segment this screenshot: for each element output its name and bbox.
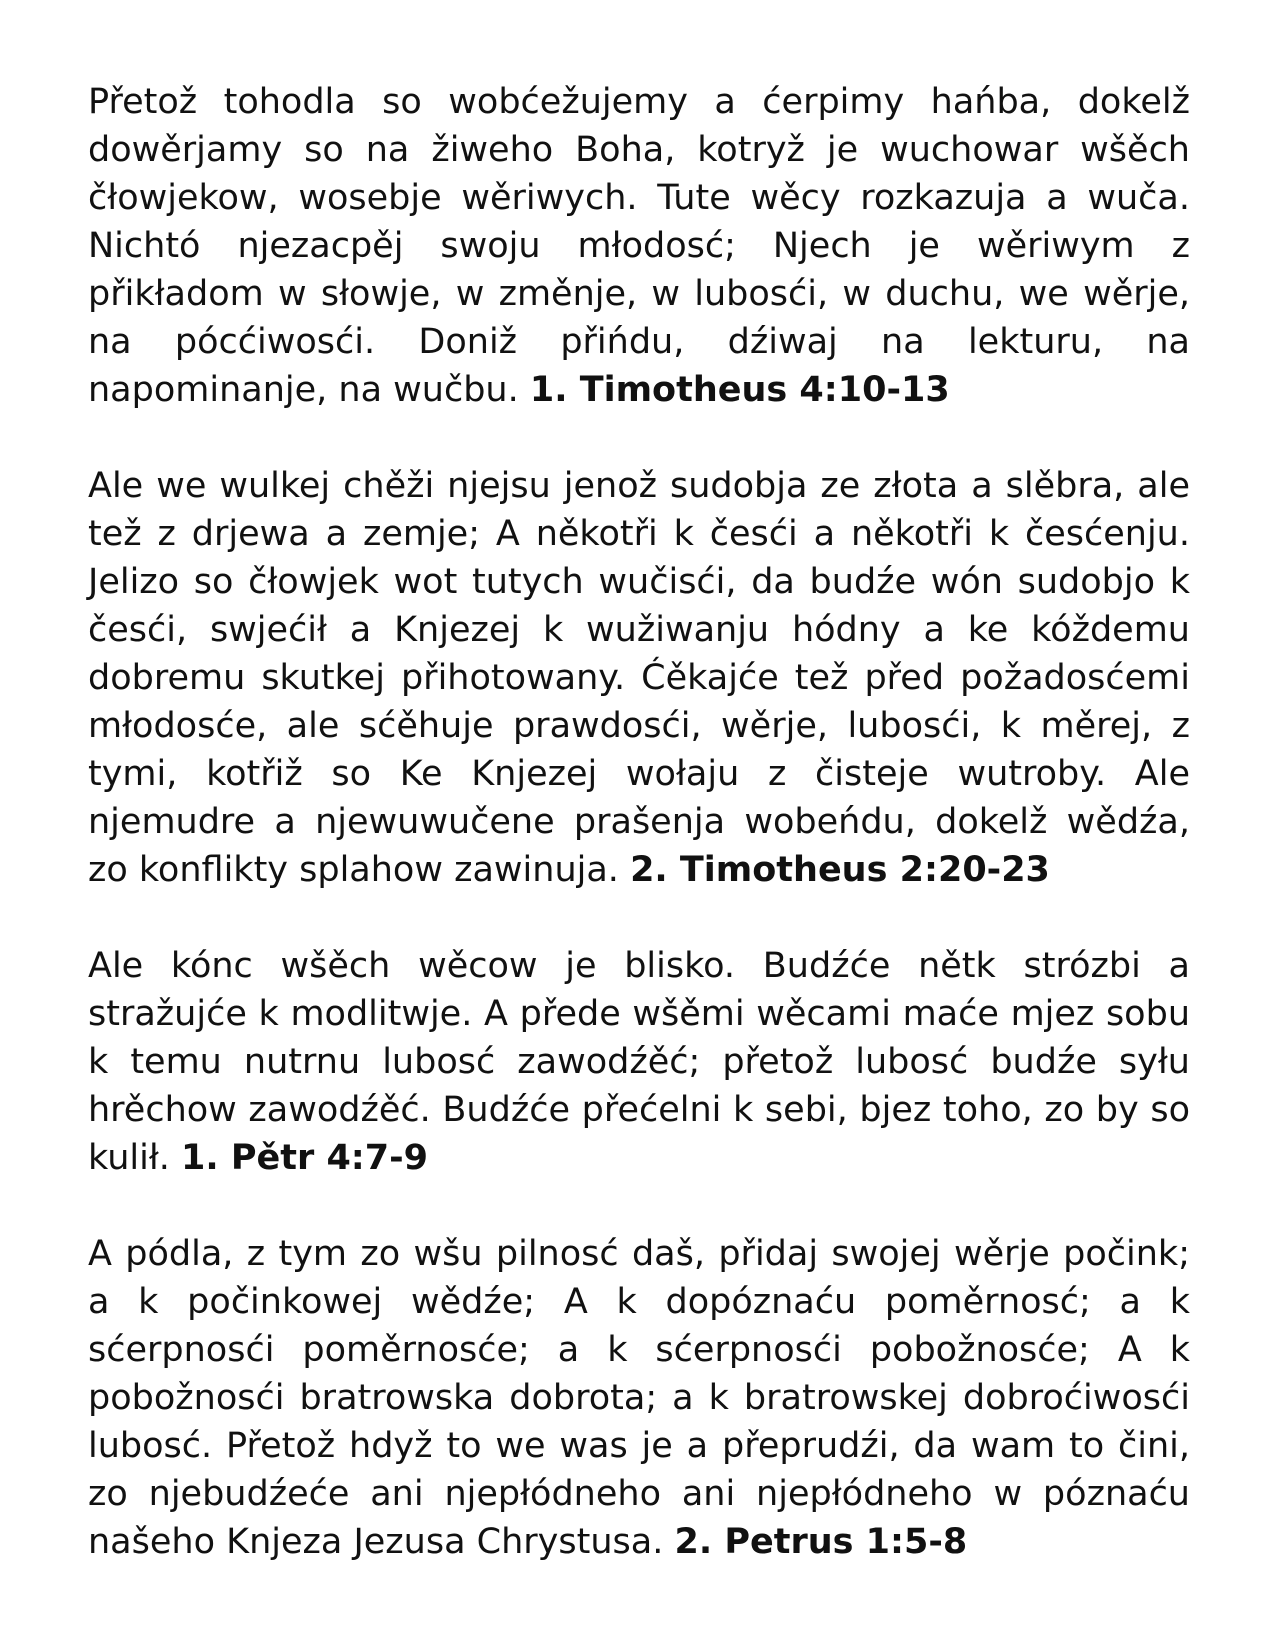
passage-3 — [88, 942, 1190, 1182]
passage-text: Ale kónc wšěch wěcow je blisko. Budźće nětk strózbi a stražujće k modlitwje. A přede wšěmi wěcami maće mjez sobu k temu nutrnu lubosć zawodźěć; přetož lubosć budźe syłu hrěchow zawodźěć. Budźće přećelni k sebi, bjez toho, zo by so kulił. — [88, 946, 1190, 1178]
passage-text: A pódla, z tym zo wšu pilnosć daš, přidaj swojej wěrje počink; a k počinkowej wědźe; A k dopóznaću poměrnosć; a k sćerpnosći poměrnosće; a k sćerpnosći pobožnosće; A k pobožnosći bratrowska dobrota; a k bratrowskej dobroćiwosći lubosć. Přetož hdyž to we was je a přeprudźi, da wam to čini, zo njebudźeće ani njepłódneho ani njepłódneho w póznaću našeho Knjeza Jezusa Chrystusa. — [88, 1234, 1190, 1562]
document-body — [88, 78, 1190, 1614]
passage-1 — [88, 78, 1190, 414]
scripture-reference: 1. Pětr 4:7-9 — [181, 1138, 429, 1178]
scripture-reference: 2. Timotheus 2:20-23 — [630, 850, 1050, 890]
passage-text: Ale we wulkej chěži njejsu jenož sudobja ze złota a slěbra, ale tež z drjewa a zemje; A někotři k česći a někotři k česćenju. Jelizo so čłowjek wot tutych wučisći, da budźe wón sudobjo k česći, swjećił a Knjezej k wužiwanju hódny a ke kóždemu dobremu skutkej přihotowany. Ćěkajće tež před požadosćemi młodosće, ale sćěhuje prawdosći, wěrje, lubosći, k měrej, z tymi, kotřiž so Ke Knjezej wołaju z čisteje wutroby. Ale njemudre a njewuwučene prašenja wobeńdu, dokelž wědźa, zo konflikty splahow zawinuja. — [88, 466, 1190, 890]
passage-text: Přetož tohodla so wobćežujemy a ćerpimy hańba, dokelž dowěrjamy so na žiweho Boha, kotryž je wuchowar wšěch čłowjekow, wosebje wěriwych. Tute wěcy rozkazuja a wuča. Nichtó njezacpěj swoju młodosć; Njech je wěriwym z přikładom w słowje, w změnje, w lubosći, w duchu, we wěrje, na pócćiwosći. Doniž přińdu, dźiwaj na lekturu, na napominanje, na wučbu. — [88, 82, 1190, 410]
scripture-reference: 1. Timotheus 4:10-13 — [529, 370, 950, 410]
passage-4 — [88, 1230, 1190, 1566]
passage-2 — [88, 462, 1190, 894]
scripture-reference: 2. Petrus 1:5-8 — [674, 1522, 968, 1562]
